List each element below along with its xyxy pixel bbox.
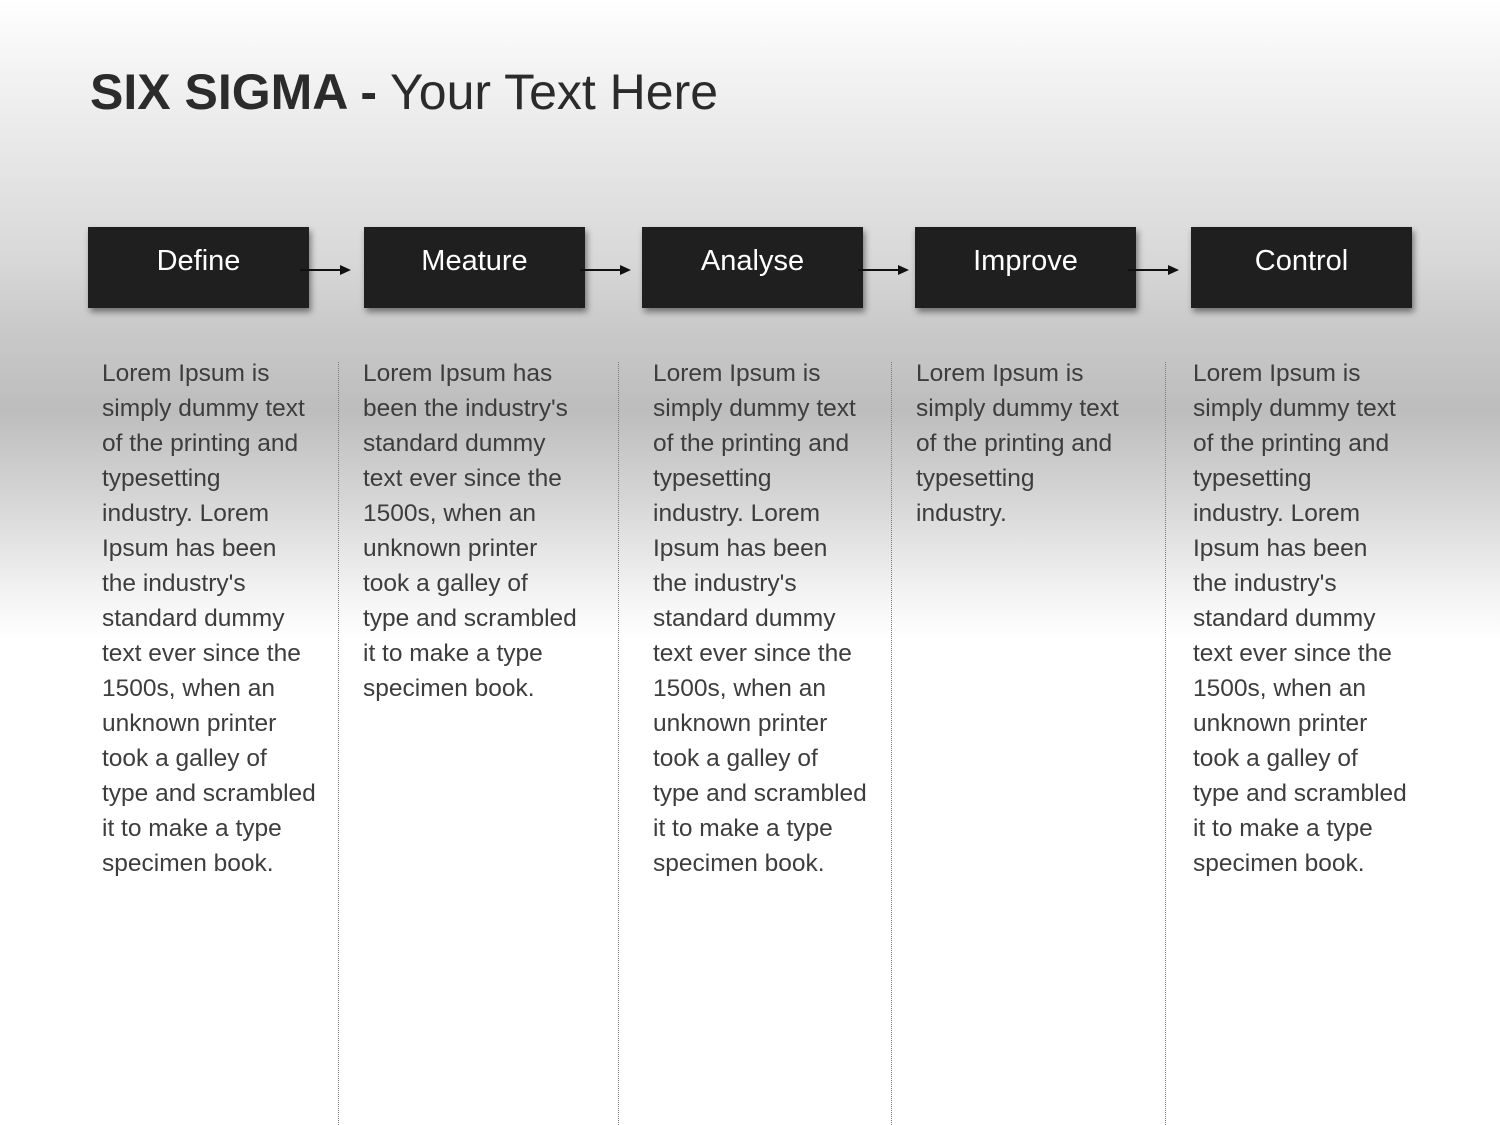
column-divider: [618, 362, 619, 1125]
step-box-analyse: Analyse: [642, 227, 863, 308]
step-box-control: Control: [1191, 227, 1412, 308]
step-box-define: Define: [88, 227, 309, 308]
column-divider: [891, 362, 892, 1125]
arrow-right-icon: [300, 262, 352, 278]
step-description-analyse: Lorem Ipsum is simply dummy text of the printing and typesetting industry. Lorem Ipsum has been the industry's standard dummy text ever since the 1500s, when an unknown printer took a galley of type and scrambled it to make a type specimen book.: [653, 360, 867, 877]
title-bold: SIX SIGMA -: [90, 64, 378, 120]
step-description-control: Lorem Ipsum is simply dummy text of the printing and typesetting industry. Lorem Ipsum has been the industry's standard dummy text ever since the 1500s, when an unknown printer took a galley of type and scrambled it to make a type specimen book.: [1193, 360, 1407, 877]
column-divider: [1165, 362, 1166, 1125]
arrow-right-icon: [858, 262, 910, 278]
column-divider: [338, 362, 339, 1125]
step-box-improve: Improve: [915, 227, 1136, 308]
slide-title: [90, 60, 718, 124]
step-description-meature: Lorem Ipsum has been the industry's standard dummy text ever since the 1500s, when an unknown printer took a galley of type and scrambled it to make a type specimen book.: [363, 360, 577, 702]
step-description-define: Lorem Ipsum is simply dummy text of the printing and typesetting industry. Lorem Ipsum has been the industry's standard dummy text ever since the 1500s, when an unknown printer took a galley of type and scrambled it to make a type specimen book.: [102, 360, 316, 877]
arrow-right-icon: [580, 262, 632, 278]
title-rest: Your Text Here: [377, 64, 719, 120]
step-description-improve: Lorem Ipsum is simply dummy text of the printing and typesetting industry.: [916, 360, 1119, 527]
step-box-meature: Meature: [364, 227, 585, 308]
arrow-right-icon: [1128, 262, 1180, 278]
